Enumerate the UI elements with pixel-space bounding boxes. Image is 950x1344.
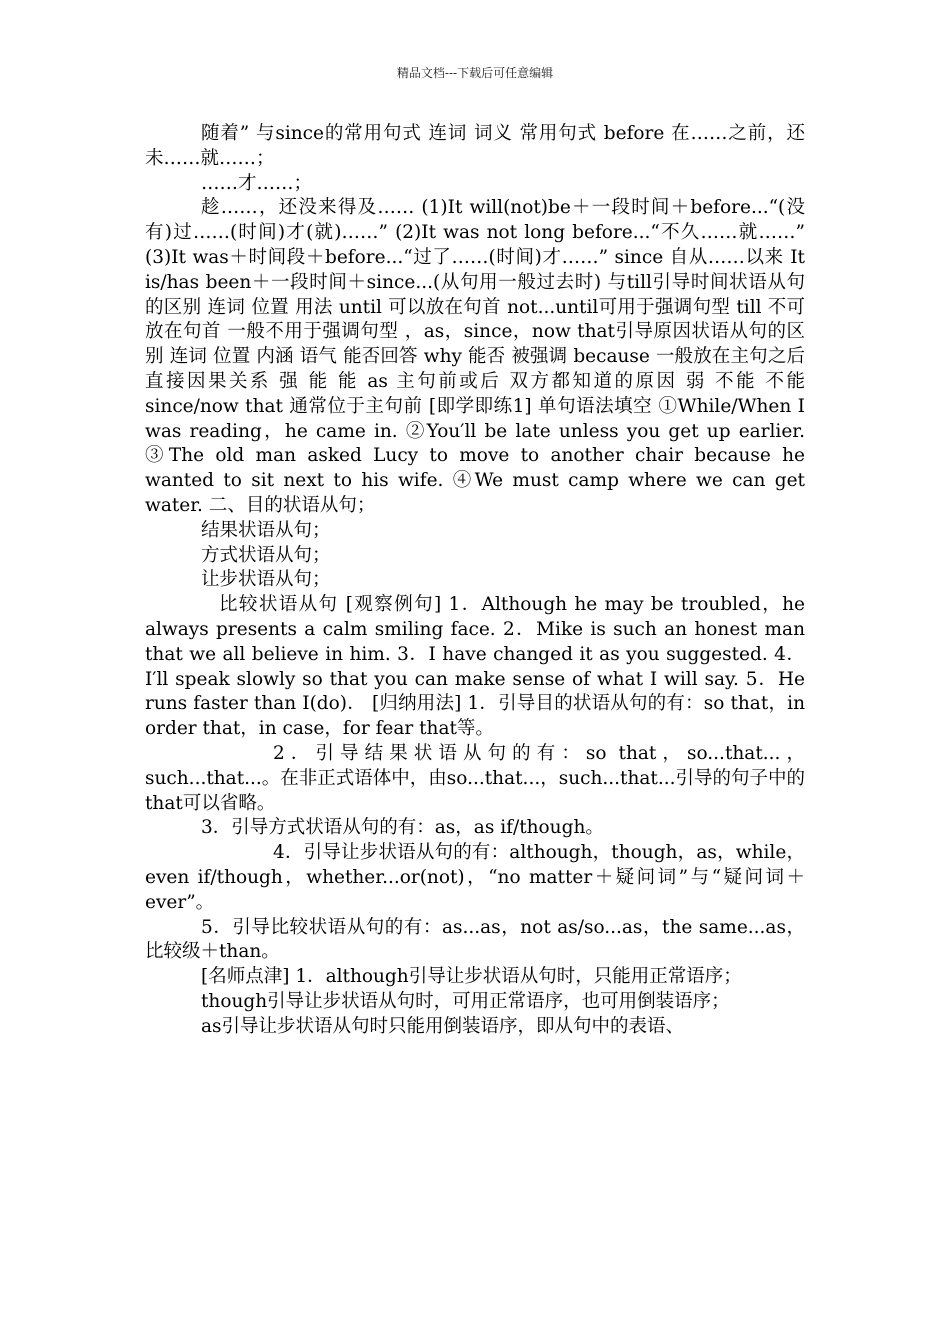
paragraph-11: 5．引导比较状语从句的有：as...as，not as/so...as，the same...as，比较级＋than。: [145, 916, 805, 963]
paragraph-2: ……才……；: [201, 172, 313, 194]
paragraph-12: [名师点津] 1．although引导让步状语从句时，只能用正常语序；: [201, 966, 742, 988]
paragraph-5: 方式状语从句；: [201, 544, 331, 566]
document-body: [145, 122, 805, 1039]
paragraph-9: 3．引导方式状语从句的有：as，as if/though。: [201, 817, 604, 839]
paragraph-3: 趁……，还没来得及…… (1)It will(not)be＋一段时间＋before...“(没有)过……(时间)才(就)……” (2)It was not long before...“不久……就……” (3)It was＋时间段＋before...“过了……(时间)才……” since 自从……以来 It is/has been＋一段时间＋since...(从句用一般过去时) 与till引导时间状语从句的区别 连词 位置 用法 until 可以放在句首 not...until可用于强调句型 till 不可放在句首 一般不用于强调句型 ，as，since，now that引导原因状语从句的区别 连词 位置 内涵 语气 能否回答 why 能否 被强调 because 一般放在主句之后 直接因果关系 强 能 能 as 主句前或后 双方都知道的原因 弱 不能 不能 since/now that 通常位于主句前 [即学即练1] 单句语法填空 ①While/When I was reading，he came in. ②You′ll be late unless you get up earlier. ③The old man asked Lucy to move to another chair because he wanted to sit next to his wife. ④We must camp where we can get water. 二、目的状语从句；: [145, 197, 805, 516]
paragraph-7: 比较状语从句 [观察例句] 1．Although he may be troubled，he always presents a calm smiling face. 2．Mike is such an honest man that we all believe in him. 3．I have changed it as you suggested. 4．I′ll speak slowly so that you can make sense of what I will say. 5．He runs faster than I(do)． [归纳用法] 1．引导目的状语从句的有：so that，in order that，in case，for fear that等。: [145, 594, 805, 740]
paragraph-1: 随着” 与since的常用句式 连词 词义 常用句式 before 在……之前，还未……就……；: [145, 123, 805, 169]
paragraph-6: 让步状语从句；: [201, 569, 331, 591]
paragraph-14: as引导让步状语从句时只能用倒装语序，即从句中的表语、: [201, 1015, 685, 1037]
page-header: 精品文档---下载后可任意编辑: [396, 66, 554, 80]
paragraph-8: 2．引导结果状语从句的有：so that，so...that...，such...that...。在非正式语体中，由so...that...，such...that...引导的句子中的that可以省略。: [145, 742, 805, 814]
paragraph-13: though引导让步状语从句时，可用正常语序，也可用倒装语序；: [201, 990, 730, 1012]
paragraph-4: 结果状语从句；: [201, 519, 331, 541]
paragraph-10: 4．引导让步状语从句的有：although，though，as，while，even if/though，whether...or(not)，“no matter＋疑问词”与“疑问词＋ever”。: [145, 842, 805, 913]
